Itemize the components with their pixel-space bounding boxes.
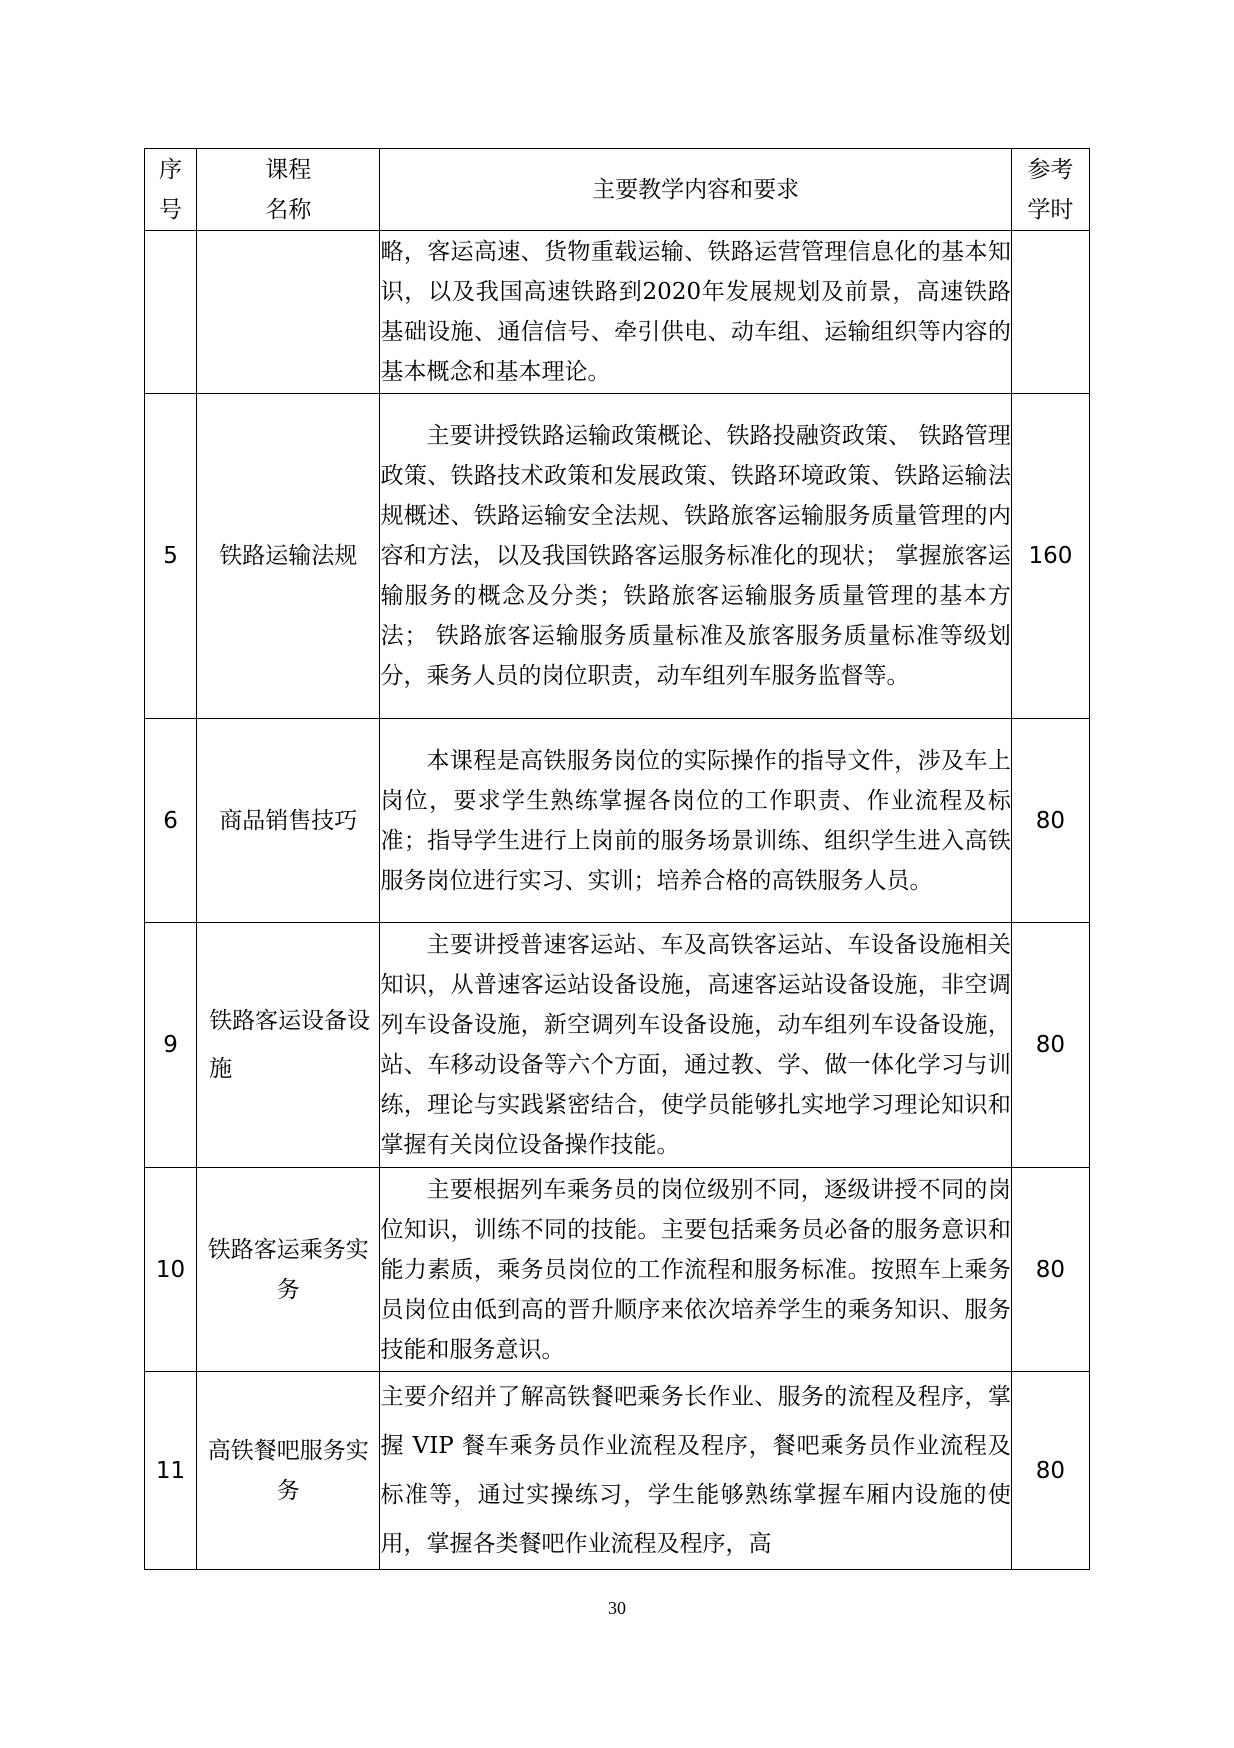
header-hours: 参考 学时 bbox=[1011, 149, 1089, 231]
course-hours: 80 bbox=[1011, 1168, 1089, 1372]
course-name: 铁路运输法规 bbox=[197, 394, 380, 719]
course-name: 高铁餐吧服务实务 bbox=[197, 1372, 380, 1570]
course-name: 铁路客运设备设施 bbox=[197, 923, 380, 1168]
table-row bbox=[145, 1372, 1090, 1570]
course-content: 主要讲授普速客运站、车及高铁客运站、车设备设施相关知识，从普速客运站设备设施，高速客运站设备设施，非空调列车设备设施，新空调列车设备设施，动车组列车设备设施，站、车移动设备等六个方面，通过教、学、做一体化学习与训练，理论与实践紧密结合，使学员能够扎实地学习理论知识和掌握有关岗位设备操作技能。 bbox=[380, 923, 1011, 1168]
course-content: 略，客运高速、货物重载运输、铁路运营管理信息化的基本知识，以及我国高速铁路到2020年发展规划及前景，高速铁路基础设施、通信信号、牵引供电、动车组、运输组织等内容的基本概念和基本理论。 bbox=[380, 231, 1011, 394]
row-number: 9 bbox=[145, 923, 197, 1168]
course-name bbox=[197, 231, 380, 394]
course-content: 主要讲授铁路运输政策概论、铁路投融资政策、 铁路管理政策、铁路技术政策和发展政策、铁路环境政策、铁路运输法规概述、铁路运输安全法规、铁路旅客运输服务质量管理的内容和方法，以及我国铁路客运服务标准化的现状； 掌握旅客运输服务的概念及分类；铁路旅客运输服务质量管理的基本方法； 铁路旅客运输服务质量标准及旅客服务质量标准等级划分，乘务人员的岗位职责，动车组列车服务监督等。 bbox=[380, 394, 1011, 719]
course-hours bbox=[1011, 231, 1089, 394]
header-serial-number: 序 号 bbox=[145, 149, 197, 231]
table-row bbox=[145, 394, 1090, 719]
row-number: 11 bbox=[145, 1372, 197, 1570]
course-name: 铁路客运乘务实务 bbox=[197, 1168, 380, 1372]
course-hours: 160 bbox=[1011, 394, 1089, 719]
row-number: 5 bbox=[145, 394, 197, 719]
page-number: 30 bbox=[608, 1598, 626, 1618]
header-course-name: 课程 名称 bbox=[197, 149, 380, 231]
table-header-row bbox=[145, 149, 1090, 231]
course-content: 主要介绍并了解高铁餐吧乘务长作业、服务的流程及程序，掌握 VIP 餐车乘务员作业流程及程序，餐吧乘务员作业流程及标准等，通过实操练习，学生能够熟练掌握车厢内设施的使用，掌握各类餐吧作业流程及程序，高 bbox=[380, 1372, 1011, 1570]
course-hours: 80 bbox=[1011, 1372, 1089, 1570]
table-row bbox=[145, 1168, 1090, 1372]
table-row bbox=[145, 231, 1090, 394]
row-number: 10 bbox=[145, 1168, 197, 1372]
course-content: 本课程是高铁服务岗位的实际操作的指导文件，涉及车上岗位，要求学生熟练掌握各岗位的工作职责、作业流程及标准；指导学生进行上岗前的服务场景训练、组织学生进入高铁服务岗位进行实习、实训；培养合格的高铁服务人员。 bbox=[380, 719, 1011, 923]
header-content: 主要教学内容和要求 bbox=[380, 149, 1011, 231]
row-number bbox=[145, 231, 197, 394]
course-hours: 80 bbox=[1011, 719, 1089, 923]
table-row bbox=[145, 719, 1090, 923]
row-number: 6 bbox=[145, 719, 197, 923]
course-hours: 80 bbox=[1011, 923, 1089, 1168]
course-content: 主要根据列车乘务员的岗位级别不同，逐级讲授不同的岗位知识，训练不同的技能。主要包括乘务员必备的服务意识和能力素质，乘务员岗位的工作流程和服务标准。按照车上乘务员岗位由低到高的晋升顺序来依次培养学生的乘务知识、服务技能和服务意识。 bbox=[380, 1168, 1011, 1372]
course-name: 商品销售技巧 bbox=[197, 719, 380, 923]
table-row bbox=[145, 923, 1090, 1168]
course-table bbox=[144, 148, 1090, 1570]
